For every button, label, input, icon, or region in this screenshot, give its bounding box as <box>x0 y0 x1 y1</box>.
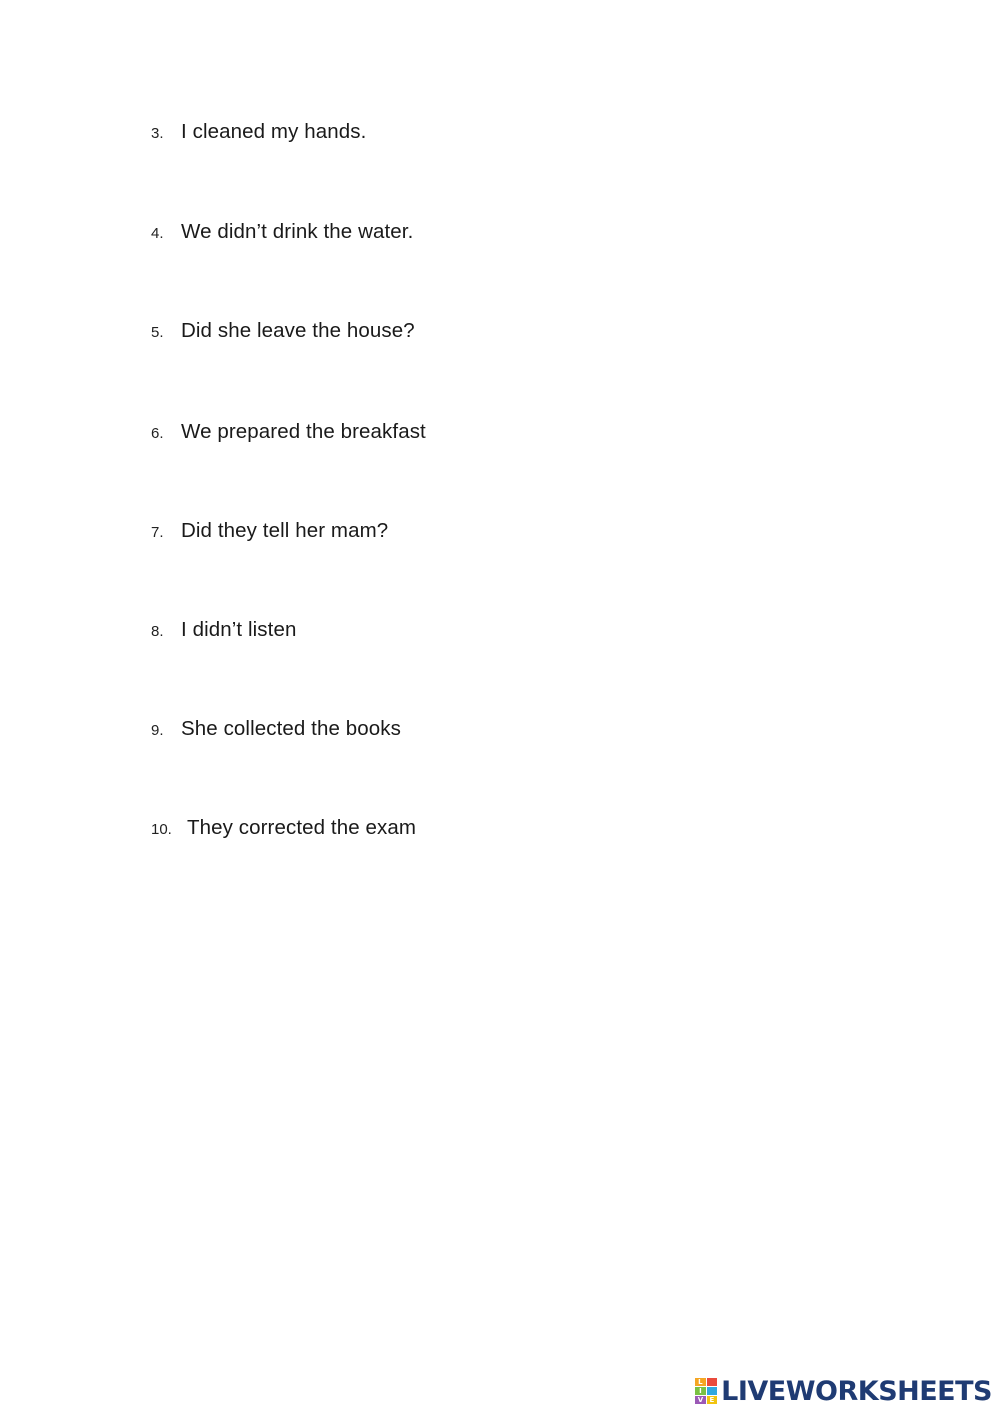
item-number: 7. <box>151 524 164 541</box>
list-item <box>151 319 415 349</box>
item-text: We prepared the breakfast <box>181 420 426 443</box>
list-item <box>151 816 416 846</box>
item-text: I cleaned my hands. <box>181 120 367 143</box>
list-item <box>151 717 401 747</box>
liveworksheets-logo-icon: L I V E <box>695 1378 717 1404</box>
item-text: I didn’t listen <box>181 618 297 641</box>
item-number: 8. <box>151 623 164 640</box>
brand-wordmark: LIVEWORKSHEETS <box>721 1375 992 1407</box>
list-item <box>151 519 388 549</box>
item-number: 4. <box>151 225 164 242</box>
item-text: Did she leave the house? <box>181 319 415 342</box>
item-number: 3. <box>151 125 164 142</box>
item-text: She collected the books <box>181 717 401 740</box>
item-number: 6. <box>151 425 164 442</box>
item-text: We didn’t drink the water. <box>181 220 414 243</box>
item-number: 10. <box>151 821 172 838</box>
list-item <box>151 120 366 150</box>
list-item <box>151 618 296 648</box>
item-number: 9. <box>151 722 164 739</box>
item-number: 5. <box>151 324 164 341</box>
liveworksheets-brand <box>695 1374 992 1408</box>
list-item <box>151 420 426 450</box>
item-text: They corrected the exam <box>187 816 417 839</box>
list-item <box>151 220 413 250</box>
item-text: Did they tell her mam? <box>181 519 389 542</box>
